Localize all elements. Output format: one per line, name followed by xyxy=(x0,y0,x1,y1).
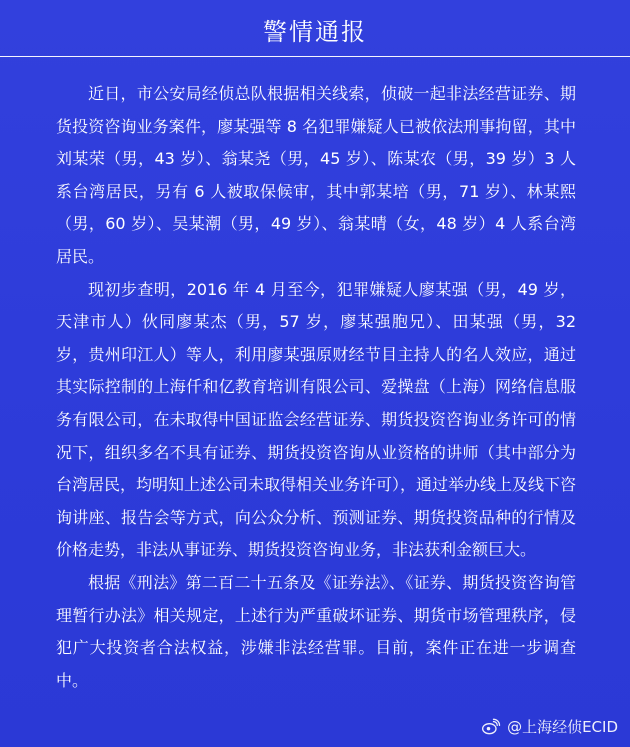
page-title: 警情通报 xyxy=(263,18,367,46)
weibo-icon xyxy=(481,717,501,737)
paragraph-2: 现初步查明，2016 年 4 月至今，犯罪嫌疑人廖某强（男，49 岁，天津市人）伙同廖某杰（男，57 岁，廖某强胞兄）、田某强（男，32 岁，贵州印江人）等人，利用廖某强原财经节目主持人的名人效应，通过其实际控制的上海仟和亿教育培训有限公司、爱操盘（上海）网络信息服务有限公司，在未取得中国证监会经营证券、期货投资咨询业务许可的情况下，组织多名不具有证券、期货投资咨询从业资格的讲师（其中部分为台湾居民，均明知上述公司未取得相关业务许可），通过举办线上及线下咨询讲座、报告会等方式，向公众分析、预测证券、期货投资品种的行情及价格走势，非法从事证券、期货投资咨询业务，非法获利金额巨大。 xyxy=(56,279,582,560)
watermark-text: @上海经侦ECID xyxy=(507,718,618,736)
notice-body xyxy=(56,78,582,697)
weibo-watermark xyxy=(481,716,618,737)
title-divider xyxy=(0,56,630,57)
paragraph-1: 近日，市公安局经侦总队根据相关线索，侦破一起非法经营证券、期货投资咨询业务案件，廖某强等 8 名犯罪嫌疑人已被依法刑事拘留，其中刘某荣（男，43 岁）、翁某尧（男，45 岁）、陈某农（男，39 岁）3 人系台湾居民，另有 6 人被取保候审，其中郭某培（男，71 岁）、林某熙（男，60 岁）、吴某潮（男，49 岁）、翁某晴（女，48 岁）4 人系台湾居民。 xyxy=(56,84,576,266)
paragraph-3: 根据《刑法》第二百二十五条及《证券法》、《证券、期货投资咨询管理暂行办法》相关规定，上述行为严重破坏证券、期货市场管理秩序，侵犯广大投资者合法权益，涉嫌非法经营罪。目前，案件正在进一步调查中。 xyxy=(56,572,576,690)
